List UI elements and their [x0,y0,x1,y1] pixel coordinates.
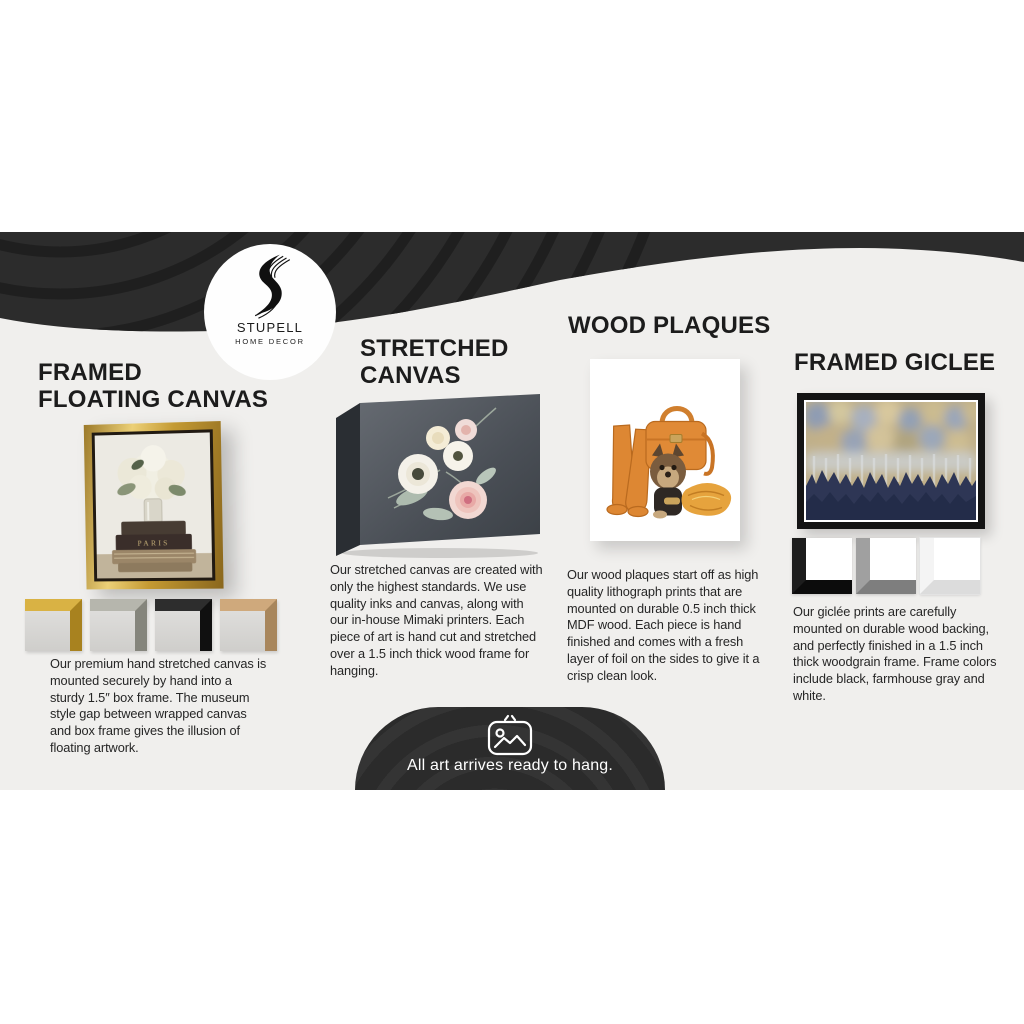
section-title-wood-plaques: WOOD PLAQUES [568,312,771,339]
section-title-framed-floating-canvas: FRAMED FLOATING CANVAS [38,359,269,413]
abstract-artwork [806,402,976,520]
footer-dome [355,707,665,790]
frame-swatch-gold [25,599,82,651]
top-swoosh-band [0,232,1024,352]
section-description-framed-floating-canvas: Our premium hand stretched canvas is mounted securely by hand into a sturdy 1.5″ box frame. The museum style gap between wrapped canvas and box frame gives the illusion of floating artwork. [50,656,267,755]
hydrangea-artwork [95,432,213,578]
book-spine-label: PARIS [137,538,170,548]
artwork-framed-floating-canvas [84,421,224,589]
stupell-s-swoosh-icon [243,253,297,319]
section-title-stretched-canvas: STRETCHED CANVAS [360,335,509,389]
giclee-frame-color-swatches [792,538,980,594]
artwork-framed-giclee [797,393,985,529]
giclee-swatch-farmhouse-gray [856,538,916,594]
framed-picture-icon [486,714,534,756]
section-description-wood-plaques: Our wood plaques start off as high quality lithograph prints that are mounted on durable 0.5 inch thick MDF wood. Each piece is hand finished and comes with a fresh layer of foil on the sides to give it a crisp clean look. [567,567,760,683]
yorkie-illustration [590,359,740,541]
giclee-swatch-white [920,538,980,594]
frame-swatch-black [155,599,212,651]
giclee-swatch-black [792,538,852,594]
brand-name: STUPELL [236,320,304,335]
artwork-wood-plaque [590,359,740,541]
footer-text: All art arrives ready to hang. [406,757,614,774]
artwork-stretched-canvas [330,390,542,560]
section-description-stretched-canvas: Our stretched canvas are created with only the highest standards. We use quality inks and canvas, along with our in-house Mimaki printers. Each piece of art is hand cut and stretched over a 1.5 inch thick wood frame for hanging. [330,562,543,678]
brand-logo-circle [204,244,336,380]
section-title-framed-giclee: FRAMED GICLEE [794,349,996,376]
frame-swatch-silver [90,599,147,651]
frame-swatch-natural [220,599,277,651]
float-frame-gap [92,429,216,581]
section-description-framed-giclee: Our giclée prints are carefully mounted on durable wood backing, and perfectly finished in a 1.5 inch thick woodgrain frame. Frame colors include black, farmhouse gray and white. [793,604,997,703]
floating-frame-color-swatches [25,599,277,651]
brand-tagline: HOME DECOR [235,337,305,346]
